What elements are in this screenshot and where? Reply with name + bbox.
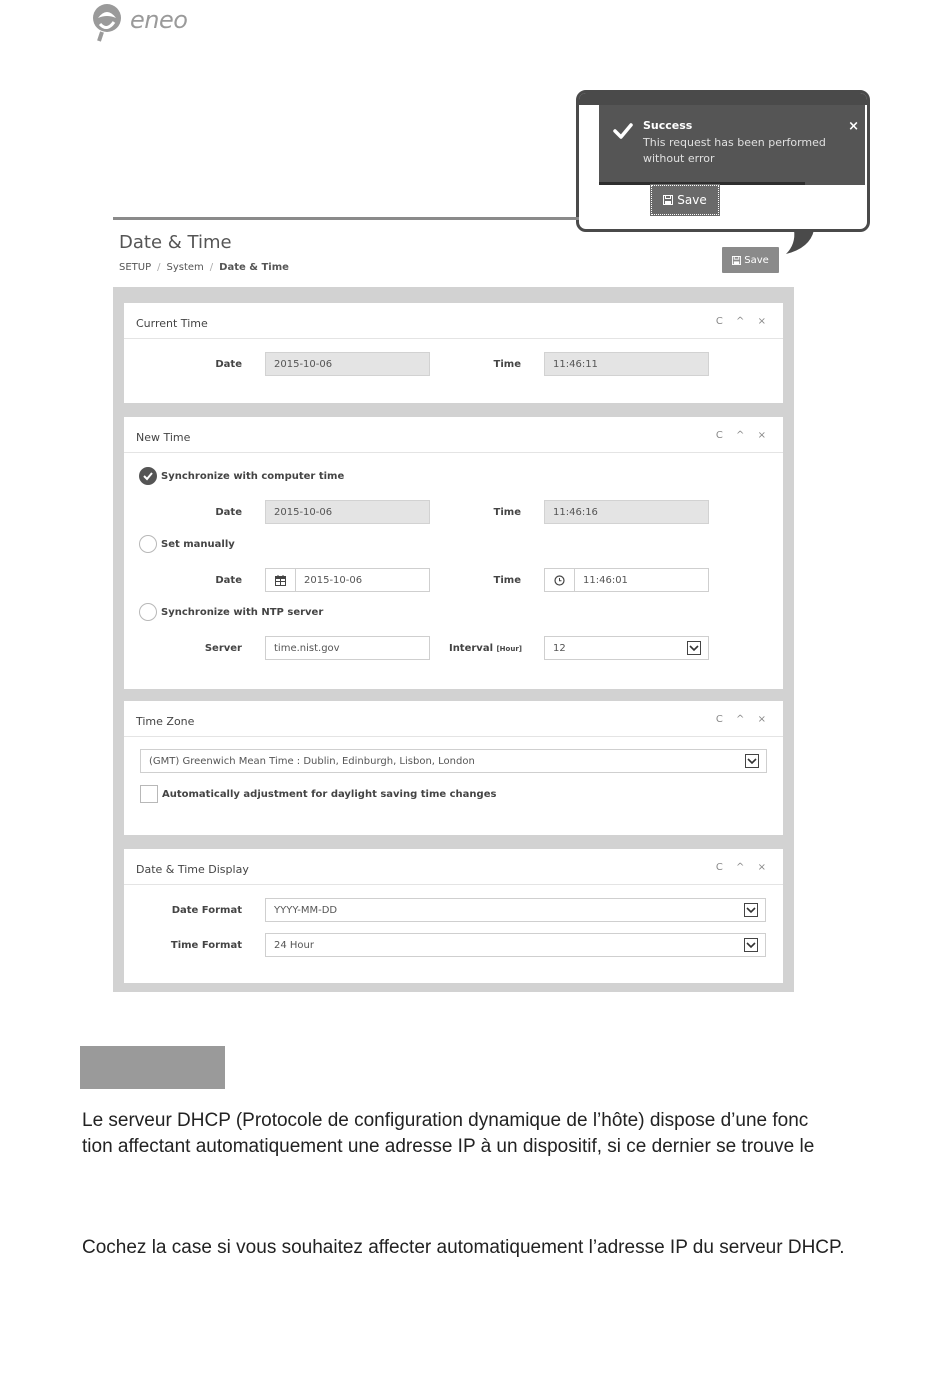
radio-checked-icon[interactable] [139, 467, 157, 485]
dhcp-paragraph-line2: tion affectant automatiquement une adresse IP à un dispositif, si ce dernier se trouve le [82, 1136, 815, 1157]
time-label: Time [493, 359, 521, 370]
toast-message-line1: This request has been performed [643, 136, 826, 149]
manual-date-value[interactable]: 2015-10-06 [304, 575, 363, 586]
eneo-logo [90, 2, 220, 44]
dst-label: Automatically adjustment for daylight saving time changes [162, 788, 497, 800]
page-title: Date & Time [119, 232, 232, 253]
breadcrumb-system[interactable]: System [166, 262, 204, 273]
set-manually-option[interactable] [139, 535, 235, 553]
date-time-display-card [124, 849, 783, 983]
interval-label [442, 643, 522, 654]
callout-topbar [579, 93, 867, 105]
dst-checkbox[interactable] [140, 785, 158, 803]
toast-message-line2: without error [643, 152, 715, 165]
eneo-logo-icon [90, 2, 126, 42]
card-title: New Time [136, 431, 191, 444]
logo-text: eneo [130, 6, 188, 34]
interval-label-text: Interval [448, 643, 493, 654]
success-toast [599, 105, 865, 185]
date-format-label: Date Format [171, 905, 242, 916]
time-label: Time [493, 575, 521, 586]
floppy-disk-icon [732, 256, 741, 265]
time-zone-header [124, 701, 783, 737]
current-date-field: 2015-10-06 [265, 352, 430, 376]
clock-icon[interactable] [545, 569, 575, 591]
floppy-disk-icon [663, 195, 673, 205]
manual-date-input[interactable] [265, 568, 430, 592]
breadcrumb-current: Date & Time [219, 262, 289, 273]
success-callout [576, 90, 870, 232]
toast-close-button[interactable]: × [848, 119, 859, 134]
dhcp-paragraph-line1: Le serveur DHCP (Protocole de configuration dynamique de l’hôte) dispose d’une fonc [82, 1110, 809, 1131]
sync-computer-label: Synchronize with computer time [161, 470, 345, 482]
callout-save-button[interactable] [651, 185, 719, 215]
time-format-select[interactable] [265, 933, 766, 957]
check-icon [613, 121, 633, 141]
time-zone-value: (GMT) Greenwich Mean Time : Dublin, Edinburgh, Lisbon, London [149, 756, 475, 767]
time-label: Time [493, 507, 521, 518]
manual-time-input[interactable] [544, 568, 709, 592]
new-time-header [124, 417, 783, 453]
card-tools-icons[interactable]: C ^ × [715, 862, 771, 873]
dhcp-instruction: Cochez la case si vous souhaitez affecter automatiquement l’adresse IP du serveur DHCP. [82, 1237, 845, 1258]
date-format-value: YYYY-MM-DD [274, 905, 338, 916]
callout-save-label: Save [677, 193, 707, 207]
date-label: Date [215, 575, 242, 586]
card-tools-icons[interactable]: C ^ × [715, 430, 771, 441]
display-header [124, 849, 783, 885]
server-label: Server [204, 643, 242, 654]
current-time-header [124, 303, 783, 339]
current-time-card [124, 303, 783, 403]
header-divider [113, 217, 579, 220]
current-time-field: 11:46:11 [544, 352, 709, 376]
interval-value: 12 [553, 643, 566, 654]
computer-time-field: 11:46:16 [544, 500, 709, 524]
breadcrumb: SETUP / System / Date & Time [119, 262, 289, 273]
radio-unchecked-icon[interactable] [139, 535, 157, 553]
computer-date-field: 2015-10-06 [265, 500, 430, 524]
date-label: Date [215, 359, 242, 370]
callout-pointer [786, 230, 816, 256]
save-button[interactable] [722, 247, 779, 273]
interval-select[interactable] [544, 636, 709, 660]
time-zone-card [124, 701, 783, 835]
manual-time-value[interactable]: 11:46:01 [583, 575, 628, 586]
sync-ntp-option[interactable] [139, 603, 323, 621]
time-format-label: Time Format [170, 940, 242, 951]
set-manually-label: Set manually [161, 538, 235, 550]
date-label: Date [215, 507, 242, 518]
card-title: Time Zone [136, 715, 195, 728]
sync-computer-option[interactable] [139, 467, 344, 485]
date-format-select[interactable] [265, 898, 766, 922]
ntp-server-input[interactable]: time.nist.gov [265, 636, 430, 660]
chevron-down-icon[interactable] [745, 754, 759, 768]
time-format-value: 24 Hour [274, 940, 314, 951]
new-time-card [124, 417, 783, 689]
radio-unchecked-icon[interactable] [139, 603, 157, 621]
save-button-label: Save [744, 254, 769, 266]
section-heading-bar [80, 1046, 225, 1089]
chevron-down-icon[interactable] [687, 641, 701, 655]
chevron-down-icon[interactable] [744, 903, 758, 917]
interval-unit: [Hour] [496, 645, 522, 653]
card-tools-icons[interactable]: C ^ × [715, 316, 771, 327]
toast-title: Success [643, 119, 693, 132]
breadcrumb-setup[interactable]: SETUP [119, 262, 152, 273]
chevron-down-icon[interactable] [744, 938, 758, 952]
card-tools-icons[interactable]: C ^ × [715, 714, 771, 725]
card-title: Current Time [136, 317, 208, 330]
sync-ntp-label: Synchronize with NTP server [161, 606, 324, 618]
dst-option[interactable] [140, 785, 496, 803]
time-zone-select[interactable] [140, 749, 767, 773]
calendar-icon[interactable] [266, 569, 296, 591]
settings-panel [113, 287, 794, 992]
card-title: Date & Time Display [136, 863, 249, 876]
